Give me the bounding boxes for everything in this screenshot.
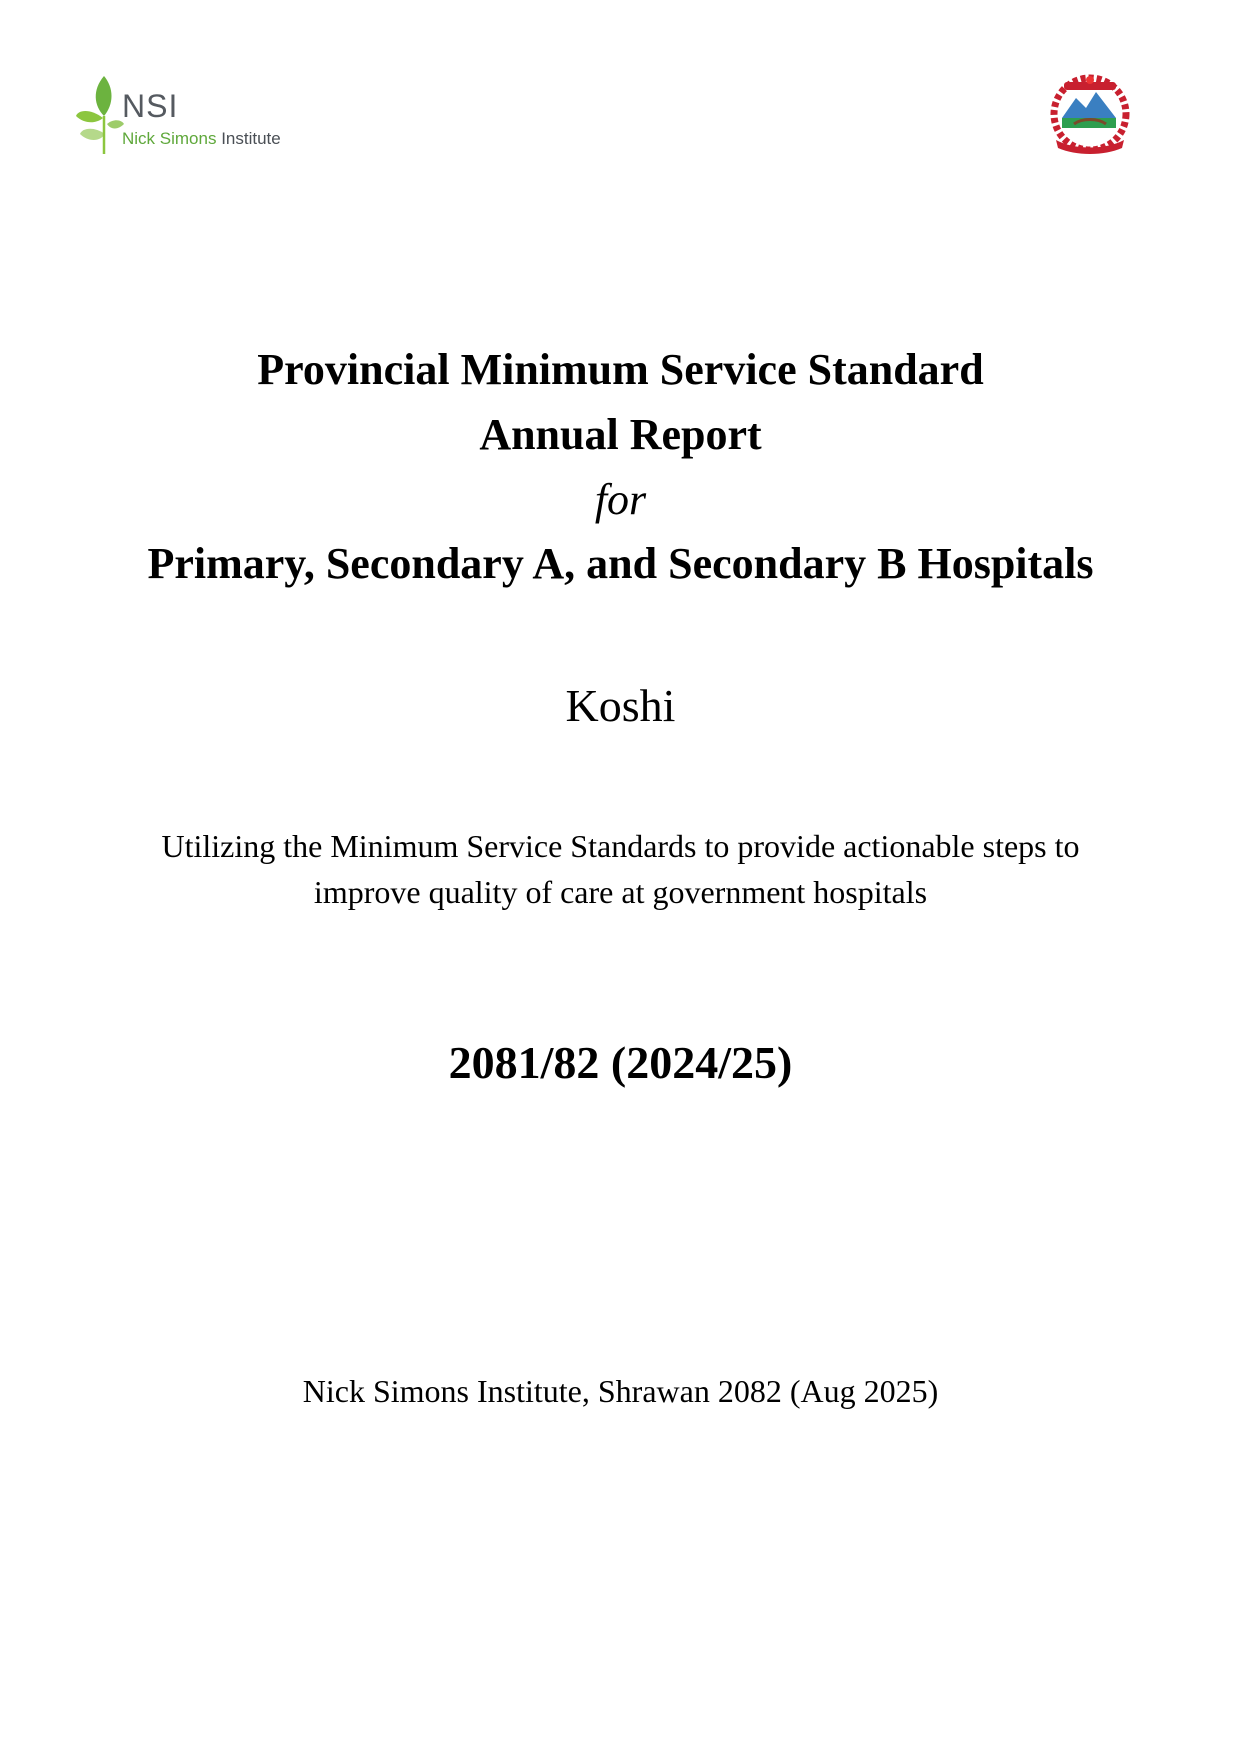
nsi-logo [74, 72, 334, 157]
title-line-2: Annual Report [479, 410, 762, 459]
nsi-name-first: Nick Simons [122, 129, 217, 148]
title-connector: for [594, 475, 647, 524]
publisher-line: Nick Simons Institute, Shrawan 2082 (Aug 2025) [302, 1373, 939, 1409]
nsi-full-name [122, 130, 281, 147]
title-line-3: Primary, Secondary A, and Secondary B Hospitals [147, 539, 1094, 588]
nsi-name-second: Institute [221, 129, 281, 148]
province-name: Koshi [565, 680, 676, 731]
fiscal-year: 2081/82 (2024/25) [448, 1037, 793, 1088]
title-line-1: Provincial Minimum Service Standard [257, 345, 984, 394]
tagline-line-2: improve quality of care at government hospitals [313, 874, 928, 910]
tagline-line-1: Utilizing the Minimum Service Standards to provide actionable steps to [161, 828, 1080, 864]
nsi-abbreviation: NSI [122, 88, 179, 124]
government-emblem-icon [1044, 72, 1136, 160]
